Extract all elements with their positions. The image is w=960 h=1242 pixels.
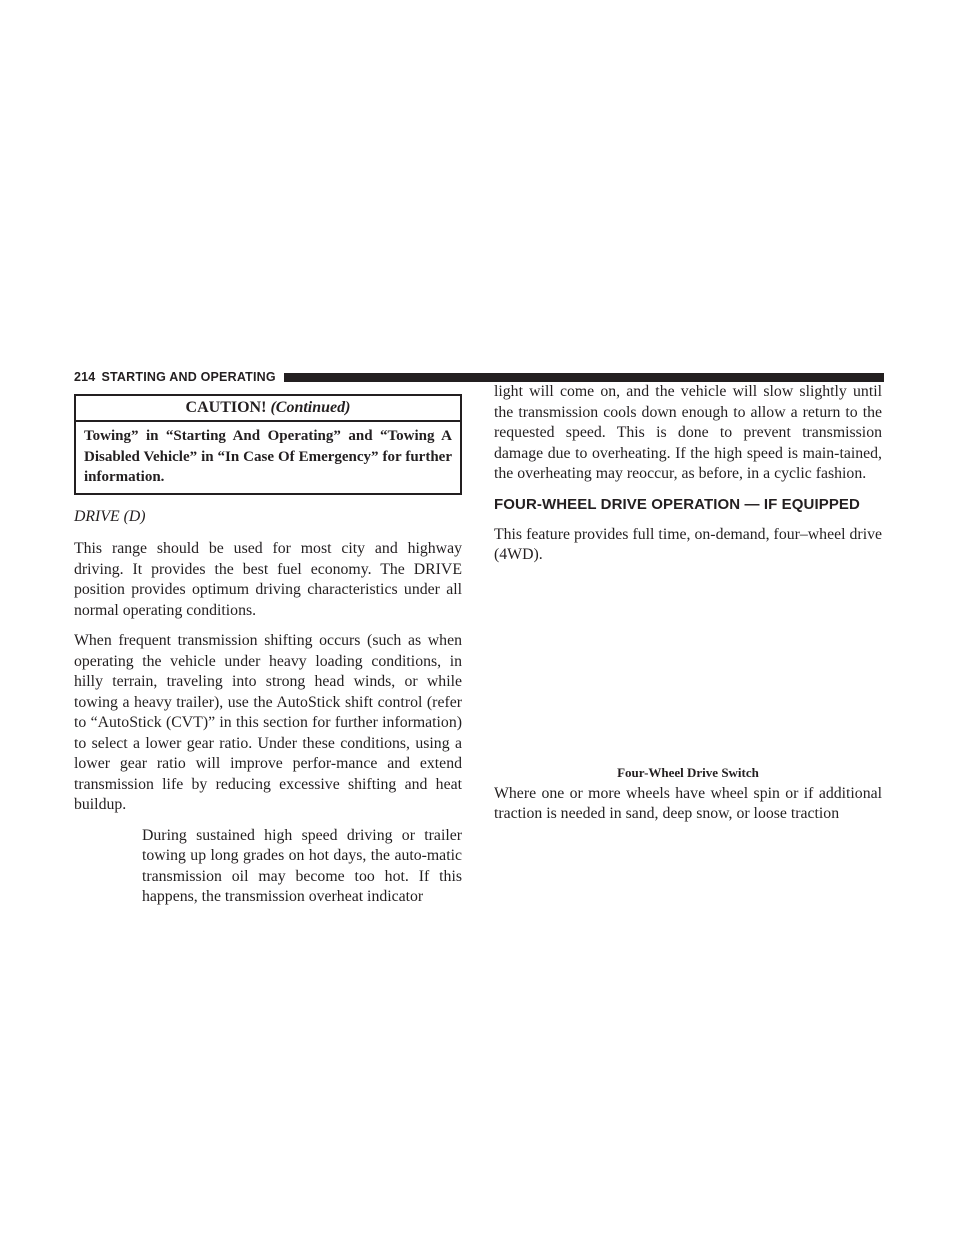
caution-continued: (Continued) [270,399,351,416]
header-rule [284,373,884,382]
section-title-header: STARTING AND OPERATING [101,370,276,384]
wheel-spin-paragraph: Where one or more wheels have wheel spin or if additional traction is needed in sand, deep snow, or loose traction [494,784,882,822]
figure-caption: Four-Wheel Drive Switch [617,764,759,780]
drive-subhead: DRIVE (D) [74,507,146,525]
overheat-note [142,826,462,908]
caution-text: Towing” in “Starting And Operating” and “Towing A Disabled Vehicle” in “In Case Of Emergency” for further information. [84,428,452,485]
four-wheel-drive-paragraph: This feature provides full time, on-demand, four–wheel drive (4WD). [494,525,882,563]
drive-paragraph-1: This range should be used for most city and highway driving. It provides the best fuel economy. The DRIVE position provides optimum driving characteristics under all normal operating conditions. [74,540,462,619]
caution-box [74,394,462,495]
four-wheel-drive-switch-figure [494,576,882,764]
caution-label: CAUTION! [185,399,267,416]
overheat-paragraph: During sustained high speed driving or trailer towing up long grades on hot days, the auto-matic transmission oil may become too hot. If this happens, the transmission overheat indicator [142,826,462,905]
left-column [74,394,462,908]
right-column [494,382,882,835]
page-number: 214 [74,370,96,384]
caution-title [76,396,460,422]
four-wheel-drive-heading: FOUR-WHEEL DRIVE OPERATION — IF EQUIPPED [494,495,860,513]
overheat-continued-paragraph: light will come on, and the vehicle will slow slightly until the transmission cools down enough to allow a return to the requested speed. This is done to prevent transmission damage due to overheating. If the high speed is main-tained, the overheating may reoccur, as before, in a cyclic fashion. [494,383,882,482]
drive-paragraph-2: When frequent transmission shifting occurs (such as when operating the vehicle under heavy loading conditions, in hilly terrain, traveling into strong head winds, or while towing a heavy trailer), use the AutoStick shift control (refer to “AutoStick (CVT)” in this section for further information) to select a lower gear ratio. Under these conditions, using a lower gear ratio will improve perfor-mance and extend transmission life by reducing excessive shifting and heat buildup. [74,632,462,813]
